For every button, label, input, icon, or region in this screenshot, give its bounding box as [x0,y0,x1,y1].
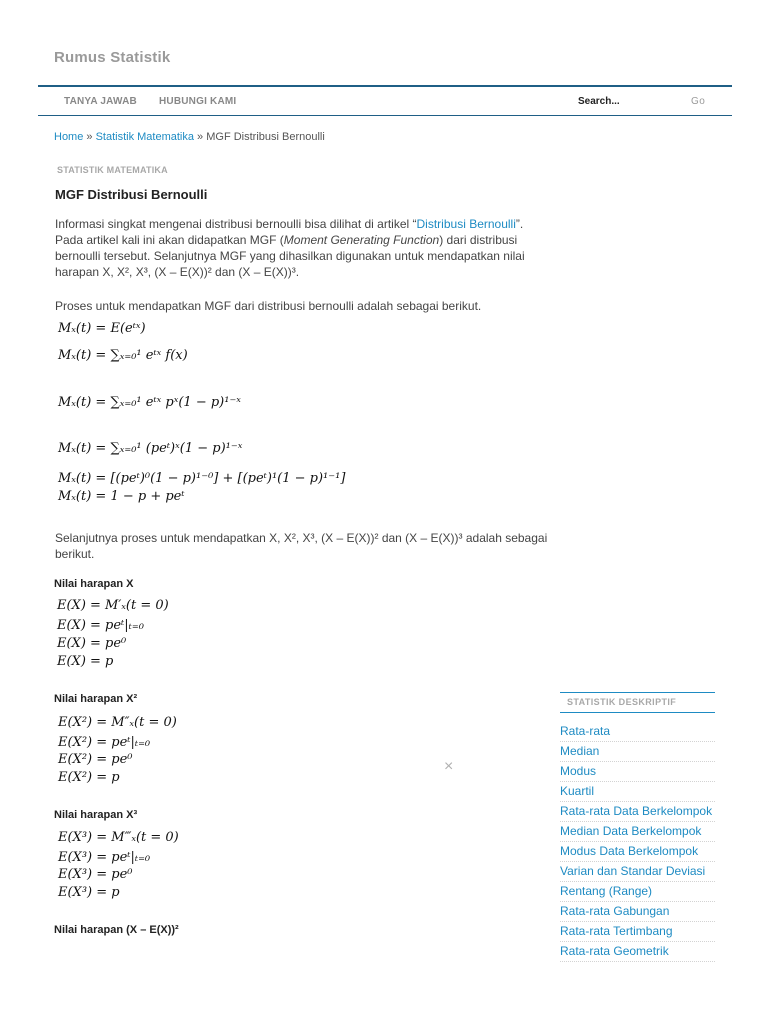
expectation-line: E(X) = M′ₓ(t = 0) [57,598,169,613]
breadcrumb-current: MGF Distribusi Bernoulli [206,131,325,143]
expectation-line: E(X²) = p [58,770,120,785]
expectation-line: E(X) = peᵗ|ₜ₌₀ [57,618,144,633]
expectation-line: E(X) = pe⁰ [57,636,127,651]
post-category[interactable]: STATISTIK MATEMATIKA [57,165,168,175]
breadcrumb-separator: » [194,131,207,143]
mgf-step: Mₓ(t) = ∑ₓ₌₀¹ eᵗˣ f(x) [58,348,188,363]
sidebar-item [560,862,715,882]
intro-text: ”. Pada artikel kali ini akan didapatkan MGF ( [55,217,524,247]
sidebar-item [560,922,715,942]
breadcrumb-separator: » [83,131,96,143]
expectation-line: E(X²) = pe⁰ [58,752,133,767]
sidebar-list [560,722,715,962]
sidebar-link-modus[interactable]: Modus [560,764,597,778]
sidebar-item [560,802,715,822]
sidebar-link-modus-data-berkelompok[interactable]: Modus Data Berkelompok [560,844,699,858]
sidebar-link-rentang[interactable]: Rentang (Range) [560,884,653,898]
sidebar-item [560,902,715,922]
sidebar-heading-label: STATISTIK DESKRIPTIF [567,697,677,707]
sidebar-item [560,762,715,782]
nav-item-tanya-jawab[interactable]: TANYA JAWAB [64,96,137,107]
next-paragraph: Selanjutnya proses untuk mendapatkan X, X², X³, (X – E(X))² dan (X – E(X))³ adalah sebagai berikut. [55,531,548,561]
process-paragraph: Proses untuk mendapatkan MGF dari distribusi bernoulli adalah sebagai berikut. [55,299,482,313]
mgf-step: Mₓ(t) = ∑ₓ₌₀¹ eᵗˣ pˣ(1 − p)¹⁻ˣ [58,395,241,410]
sidebar-link-varian-standar-deviasi[interactable]: Varian dan Standar Deviasi [560,864,706,878]
sidebar-item [560,842,715,862]
expectation-line: E(X³) = M‴ₓ(t = 0) [58,830,179,845]
intro-text: Informasi singkat mengenai distribusi bernoulli bisa dilihat di artikel “ [55,217,417,231]
sidebar-link-rata-rata-geometrik[interactable]: Rata-rata Geometrik [560,944,669,958]
sidebar-link-median-data-berkelompok[interactable]: Median Data Berkelompok [560,824,702,838]
sidebar-link-rata-rata[interactable]: Rata-rata [560,724,611,738]
sidebar-widget-heading [560,692,715,713]
expectation-line: E(X³) = p [58,885,120,900]
intro-emphasis: Moment Generating Function [283,233,440,247]
sidebar-link-rata-rata-gabungan[interactable]: Rata-rata Gabungan [560,904,670,918]
distribusi-bernoulli-link[interactable]: Distribusi Bernoulli [416,217,516,231]
sidebar-link-rata-rata-data-berkelompok[interactable]: Rata-rata Data Berkelompok [560,804,713,818]
post-title: MGF Distribusi Bernoulli [55,187,208,202]
breadcrumb-home-link[interactable]: Home [54,131,84,143]
nav-item-hubungi-kami[interactable]: HUBUNGI KAMI [159,96,237,107]
sidebar-link-median[interactable]: Median [560,744,600,758]
sidebar-link-kuartil[interactable]: Kuartil [560,784,595,798]
mgf-step: Mₓ(t) = E(eᵗˣ) [58,321,146,336]
breadcrumb-category-link[interactable]: Statistik Matematika [95,131,194,143]
search-go-button[interactable]: Go [691,96,706,107]
section-heading: Nilai harapan (X – E(X))² [54,924,179,936]
mgf-step: Mₓ(t) = 1 − p + peᵗ [58,489,185,504]
close-icon[interactable]: × [444,758,454,775]
intro-paragraph [55,216,550,280]
main-nav [38,85,732,116]
breadcrumb [54,131,325,143]
expectation-line: E(X²) = M″ₓ(t = 0) [58,715,177,730]
mgf-step: Mₓ(t) = [(peᵗ)⁰(1 − p)¹⁻⁰] + [(peᵗ)¹(1 − p)¹⁻¹] [58,471,346,486]
intro-text: ) dari distribusi bernoulli tersebut. Selanjutnya MGF yang dihasilkan digunakan untuk mendapatkan nilai harapan X, X², X³, (X – E(X))² dan (X – E(X))³. [55,233,525,279]
search-input[interactable]: Search... [578,96,620,107]
sidebar-item [560,782,715,802]
section-heading: Nilai harapan X² [54,693,138,705]
sidebar-item [560,942,715,962]
sidebar-link-rata-rata-tertimbang[interactable]: Rata-rata Tertimbang [560,924,673,938]
sidebar-item [560,722,715,742]
expectation-line: E(X) = p [57,654,114,669]
sidebar-item [560,882,715,902]
sidebar-item [560,742,715,762]
expectation-line: E(X²) = peᵗ|ₜ₌₀ [58,735,151,750]
expectation-line: E(X³) = pe⁰ [58,867,133,882]
section-heading: Nilai harapan X³ [54,809,138,821]
expectation-line: E(X³) = peᵗ|ₜ₌₀ [58,850,151,865]
section-heading: Nilai harapan X [54,578,134,590]
sidebar-item [560,822,715,842]
mgf-step: Mₓ(t) = ∑ₓ₌₀¹ (peᵗ)ˣ(1 − p)¹⁻ˣ [58,441,243,456]
site-title[interactable]: Rumus Statistik [54,49,171,66]
